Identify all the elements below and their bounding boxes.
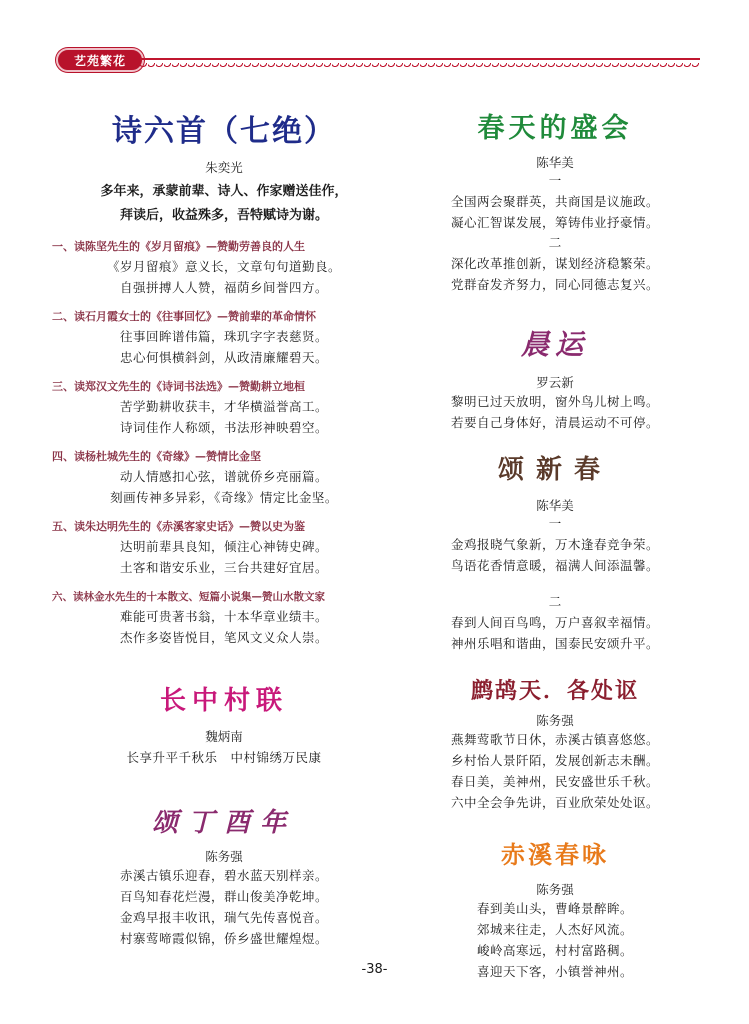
verse-line: 长享升平千秋乐 中村锦绣万民康 <box>126 750 322 765</box>
verse-line: 难能可贵著书翁，十本华章业绩丰。 <box>119 609 328 624</box>
page-number: -38- <box>361 962 388 977</box>
part-number: 一 <box>548 173 562 188</box>
left-column <box>52 100 396 949</box>
section-heading: 二、读石月霞女士的《往事回忆》—赞前辈的革命情怀 <box>52 310 316 323</box>
verse-line: 忠心何惧横斜剑，从政清廉耀碧天。 <box>119 350 328 365</box>
section-tag: 艺苑繁花 <box>56 48 144 72</box>
verse-line: 百鸟知春花烂漫，群山俊美净乾坤。 <box>119 889 328 904</box>
poem-author: 陈务强 <box>536 713 574 728</box>
poem-author: 罗云新 <box>536 375 574 390</box>
section-heading: 四、读杨杜城先生的《奇缘》—赞情比金坚 <box>52 450 261 463</box>
verse-line: 诗词佳作人称颂，书法形神映碧空。 <box>119 420 328 435</box>
section-heading: 六、读林金水先生的十本散文、短篇小说集—赞山水散文家 <box>52 591 325 603</box>
poem-title-spring-meeting: 春天的盛会 <box>477 113 633 144</box>
poem-author: 魏炳南 <box>205 729 243 744</box>
verse-line: 春到人间百鸟鸣，万户喜叙幸福情。 <box>450 615 659 630</box>
section-6 <box>52 588 396 648</box>
poem-title-partridge-sky: 鹧鸪天．各处讴 <box>470 678 639 704</box>
verse-line: 赤溪古镇乐迎春，碧水蓝天别样亲。 <box>119 868 328 883</box>
verse-line: 苦学勤耕收获丰，才华横溢誉高工。 <box>119 399 328 414</box>
verse-line: 郊城来往走，人杰好风流。 <box>476 922 633 937</box>
section-1 <box>52 238 396 298</box>
section-5 <box>52 518 396 578</box>
section-3 <box>52 378 396 438</box>
verse-line: 神州乐唱和谐曲，国泰民安颂升平。 <box>450 636 659 651</box>
poem-title-new-spring: 颂新春 <box>497 455 612 485</box>
verse-line: 往事回眸谱伟篇，珠玑字字表慈贤。 <box>119 329 328 344</box>
verse-line: 春日美，美神州，民安盛世乐千秋。 <box>450 774 659 789</box>
poem-title-six-poems: 诗六首（七绝） <box>112 114 336 149</box>
intro-line-1: 多年来，承蒙前辈、诗人、作家赠送佳作， <box>100 184 348 199</box>
poem-author: 陈务强 <box>536 882 574 897</box>
verse-line: 凝心汇智谋发展，筹铸伟业抒豪情。 <box>450 215 659 230</box>
verse-line: 《岁月留痕》意义长，文章句句道勤良。 <box>106 259 341 274</box>
verse-line: 村寨莺啼霞似锦，侨乡盛世耀煌煜。 <box>119 931 328 946</box>
poem-title-village-couplet: 长中村联 <box>159 686 288 716</box>
section-2 <box>52 308 396 368</box>
verse-line: 金鸡早报丰收讯，瑞气先传喜悦音。 <box>119 910 328 925</box>
verse-line: 乡村怡人景阡陌，发展创新志未酬。 <box>450 753 659 768</box>
verse-line: 自强拼搏人人赞，福荫乡间誉四方。 <box>119 280 328 295</box>
verse-line: 春到美山头，曹峰景醉眸。 <box>476 901 633 916</box>
verse-line: 黎明已过天放明，窗外鸟儿树上鸣。 <box>450 394 659 409</box>
poem-author: 朱奕光 <box>205 160 243 175</box>
verse-line: 杰作多姿皆悦目，笔风文义众人崇。 <box>119 630 328 645</box>
verse-line: 六中全会争先讲，百业欣荣处处讴。 <box>450 795 659 810</box>
verse-line: 土客和谐安乐业，三台共建好宜居。 <box>119 560 328 575</box>
section-4 <box>52 448 396 508</box>
verse-line: 喜迎天下客，小镇誉神州。 <box>476 964 633 979</box>
section-heading: 三、读郑汉文先生的《诗词书法选》—赞勤耕立地桓 <box>52 380 305 393</box>
poem-author: 陈华美 <box>536 498 574 513</box>
verse-line: 达明前辈具良知，倾注心神铸史碑。 <box>119 539 328 554</box>
part-number: 二 <box>548 235 562 250</box>
verse-line: 燕舞莺歌节日休，赤溪古镇喜悠悠。 <box>450 732 659 747</box>
poem-author: 陈务强 <box>205 849 243 864</box>
right-column <box>410 100 700 982</box>
verse-line: 全国两会聚群英，共商国是议施政。 <box>450 194 659 209</box>
section-heading: 一、读陈坚先生的《岁月留痕》—赞勤劳善良的人生 <box>52 240 305 253</box>
verse-line: 若要自己身体好，清晨运动不可停。 <box>450 415 659 430</box>
part-number: 一 <box>548 516 562 531</box>
verse-line: 鸟语花香情意暖，福满人间添温馨。 <box>450 558 659 573</box>
verse-line: 刻画传神多异彩，《奇缘》情定比金坚。 <box>110 490 338 505</box>
intro-line-2: 拜读后，收益殊多，吾特赋诗为谢。 <box>119 208 328 223</box>
poem-title-chixi-spring: 赤溪春咏 <box>501 841 609 869</box>
poem-title-dingyou-year: 颂丁酉年 <box>151 808 296 838</box>
verse-line: 金鸡报晓气象新，万木逢春竞争荣。 <box>450 537 659 552</box>
poem-title-morning-exercise: 晨运 <box>520 328 589 361</box>
part-number: 二 <box>548 594 562 609</box>
header-divider <box>140 58 700 66</box>
verse-line: 党群奋发齐努力，同心同德志复兴。 <box>450 277 659 292</box>
verse-line: 动人情感扣心弦，谱就侨乡亮丽篇。 <box>119 469 328 484</box>
section-heading: 五、读朱达明先生的《赤溪客家史话》—赞以史为鉴 <box>52 520 305 533</box>
verse-line: 深化改革推创新，谋划经济稳繁荣。 <box>450 256 659 271</box>
poem-author: 陈华美 <box>536 155 574 170</box>
verse-line: 峻岭高寒远，村村富路稠。 <box>476 943 633 958</box>
